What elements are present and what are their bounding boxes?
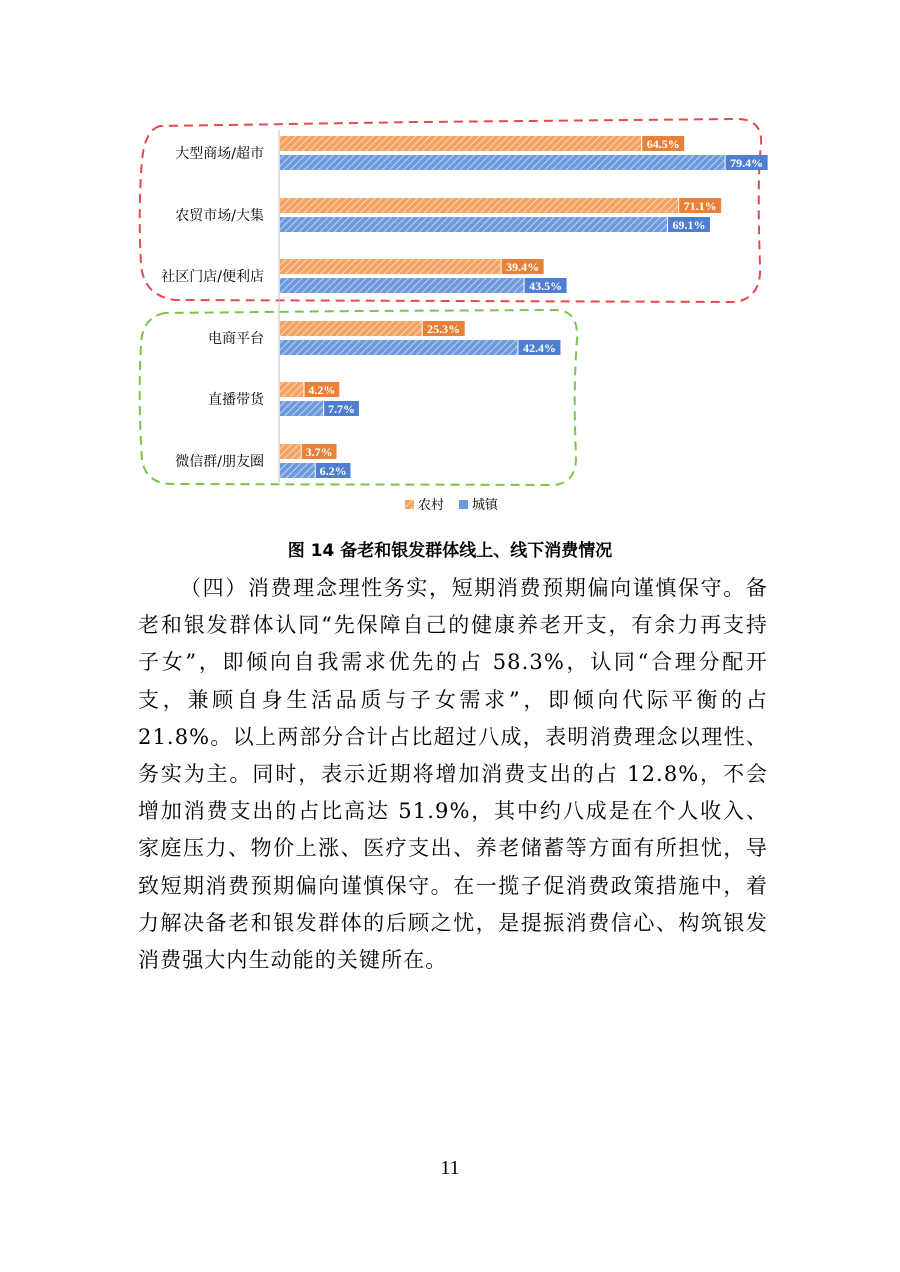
category-label: 直播带货	[208, 392, 264, 408]
data-label: 79.4%	[730, 156, 764, 170]
legend-swatch-urban	[459, 500, 468, 509]
bar-urban	[280, 217, 667, 232]
data-label: 6.2%	[319, 464, 347, 478]
bar-rural	[280, 321, 422, 336]
data-label: 64.5%	[646, 137, 680, 151]
chart	[0, 0, 900, 520]
bar-rural	[280, 259, 501, 274]
section-heading-text: （四）消费理念理性务实，短期消费预期偏向谨慎保守。	[180, 576, 746, 600]
body-text	[138, 570, 768, 979]
category-label: 大型商场/超市	[175, 146, 264, 162]
data-label: 3.7%	[305, 445, 333, 459]
category-label: 社区门店/便利店	[161, 269, 264, 285]
data-label: 25.3%	[427, 322, 461, 336]
data-label: 39.4%	[506, 260, 540, 274]
category-label: 电商平台	[208, 331, 264, 347]
bar-urban	[280, 401, 323, 416]
bar-rural	[280, 136, 641, 151]
bar-rural	[280, 382, 304, 397]
bar-urban	[280, 463, 315, 478]
legend-label-rural: 农村	[418, 498, 445, 513]
data-label: 4.2%	[308, 383, 336, 397]
data-label: 7.7%	[328, 402, 356, 416]
figure-caption: 图 14 备老和银发群体线上、线下消费情况	[287, 541, 613, 561]
legend	[405, 497, 499, 513]
bar-rural	[280, 444, 301, 459]
bar-urban	[280, 155, 725, 170]
data-label: 71.1%	[683, 199, 717, 213]
legend-swatch-rural	[405, 500, 414, 509]
legend-label-urban: 城镇	[472, 498, 499, 513]
bar-rural	[280, 198, 678, 213]
data-label: 42.4%	[522, 341, 556, 355]
data-label: 69.1%	[672, 218, 706, 232]
section-heading	[138, 570, 768, 979]
bar-urban	[280, 340, 517, 355]
bar-urban	[280, 278, 524, 293]
data-label: 43.5%	[529, 279, 563, 293]
body-paragraph: 备老和银发群体认同“先保障自己的健康养老开支，有余力再支持子女”，即倾向自我需求优先的占 58.3%，认同“合理分配开支，兼顾自身生活品质与子女需求”，即倾向代际平衡的占 21.8%。以上两部分合计占比超过八成，表明消费理念以理性、务实为主。同时，表示近期将增加消费支出的占 12.8%，不会增加消费支出的占比高达 51.9%，其中约八成是在个人收入、家庭压力、物价上涨、医疗支出、养老储蓄等方面有所担忧，导致短期消费预期偏向谨慎保守。在一揽子促消费政策措施中，着力解决备老和银发群体的后顾之忧，是提振消费信心、构筑银发消费强大内生动能的关键所在。	[138, 576, 768, 973]
category-label: 农贸市场/大集	[175, 208, 264, 224]
category-label: 微信群/朋友圈	[175, 454, 264, 470]
page-number: 11	[440, 1157, 460, 1179]
